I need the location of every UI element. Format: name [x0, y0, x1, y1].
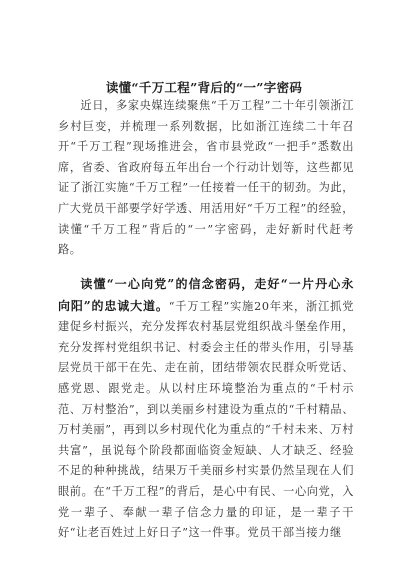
article-title: 读懂“千万工程”背后的“一”字密码 [105, 80, 303, 95]
paragraph-loyalty [58, 274, 354, 544]
paragraph-body-text: “千万工程”实施20年来，浙江抓党建促乡村振兴，充分发挥农村基层党组织战斗堡垒作用，充分发挥村党组织书记、村委会主任的带头作用，引导基层党员干部干在先、走在前，团结带领农民群众听党话、感党恩、跟党走。从以村庄环境整治为重点的“千村示范、万村整治”，到以美丽乡村建设为重点的“千村精品、万村美丽”，再到以乡村现代化为重点的“千村未来、万村共富”，虽说每个阶段都面临资金短缺、人才缺乏、经验不足的种种挑战，结果万千美丽乡村实景仍然呈现在人们眼前。在“千万工程”的背后，是心中有民、一心向党，入党一辈子、奉献一辈子信念力量的印证，是一辈子干好“让老百姓过上好日子”这一件事。党员干部当接力继 [58, 299, 354, 540]
paragraph-intro: 近日，多家央媒连续聚焦“千万工程”二十年引领浙江乡村巨变，并梳理一系列数据，比如浙江连续二十年召开“千万工程”现场推进会，省市县党政“一把手”悉数出席，省委、省政府每五年出台一个行动计划等，这些都见证了浙江实施“千万工程”一任接着一任干的韧劲。为此，广大党员干部要学好学透、用活用好“千万工程”的经验，读懂“千万工程”背后的“一”字密码，走好新时代赶考路。 [58, 99, 354, 257]
paragraph-lead-sentence: 读懂“一心向党”的信念密码，走好“一片丹心永向阳”的忠诚大道。 [58, 277, 354, 313]
